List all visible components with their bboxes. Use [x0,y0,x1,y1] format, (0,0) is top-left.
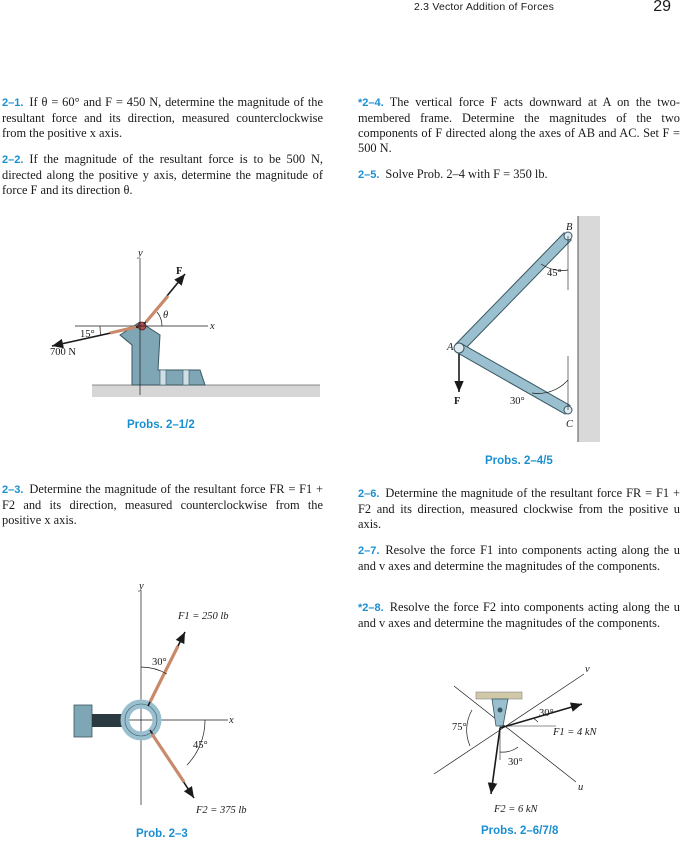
caption-probs-2-1-2: Probs. 2–1/2 [127,419,195,431]
angle1-label: 30° [539,708,554,719]
f2-label: F2 = 375 lb [196,805,247,816]
problem-number: *2–4. [358,97,384,109]
caption-probs-2-6-7-8: Probs. 2–6/7/8 [481,825,559,837]
page-number: 29 [653,0,671,15]
problem-number: 2–1. [2,97,24,109]
x-axis-label: x [210,321,215,332]
force-label: F [176,266,183,277]
problem-number: 2–2. [2,154,24,166]
f1-label: F1 = 250 lb [178,611,229,622]
problem-number: *2–8. [358,602,384,614]
v-label: v [585,664,590,675]
problem-text: Determine the magnitude of the resultant force FR = F1 + F2 and its direction, measured clockwise from the positive u axis. [358,486,680,531]
caption-prob-2-3: Prob. 2–3 [136,828,188,840]
y-axis-label: y [139,581,144,592]
problem-text: If θ = 60° and F = 450 N, determine the magnitude of the resultant force and its direction, measured counterclockwise from the positive x axis. [2,95,323,140]
angle2-label: 75° [452,722,467,733]
problem-number: 2–5. [358,169,380,181]
angle2-label: 30° [510,396,525,407]
angle1-label: 30° [152,657,167,668]
caption-probs-2-4-5: Probs. 2–4/5 [485,455,553,467]
problem-number: 2–3. [2,484,24,496]
theta-label: θ [163,310,169,321]
x-axis-label: x [229,715,234,726]
angle1-label: 45° [547,268,562,279]
angle2-label: 45° [193,740,208,751]
f2-label: F2 = 6 kN [494,804,538,815]
force-f2 [491,728,500,794]
f1-label: F1 = 4 kN [553,727,597,738]
angle-label: 15° [80,329,95,340]
problem-number: 2–7. [358,545,380,557]
force-label: F [454,396,461,407]
label-b: B [566,222,573,233]
problem-number: 2–6. [358,488,380,500]
angle1-arc [533,718,538,722]
problem-text: If the magnitude of the resultant force is to be 500 N, directed along the positive y axis, determine the magnitude of force F and its direction θ. [2,152,323,197]
y-axis-label: y [138,248,143,259]
angle2-arc [467,710,472,746]
label-a: A [447,342,454,353]
angle3-label: 30° [508,757,523,768]
problem-text: Resolve the force F2 into components acting along the u and v axes and determine the magnitudes of the components. [358,600,680,630]
problem-text: Resolve the force F1 into components acting along the u and v axes and determine the magnitudes of the components. [358,543,680,573]
label-c: C [566,419,574,430]
problem-text: The vertical force F acts downward at A on the two-membered frame. Determine the magnitudes of the two components of F directed along the axes of AB and AC. Set F = 500 N. [358,95,680,155]
problem-text: Determine the magnitude of the resultant force FR = F1 + F2 and its direction, measured counterclockwise from the positive x axis. [2,482,323,527]
u-label: u [578,782,584,793]
force2-label: 700 N [50,347,76,358]
problem-text: Solve Prob. 2–4 with F = 350 lb. [385,167,548,181]
angle3-arc [500,747,518,752]
section-title: 2.3 Vector Addition of Forces [414,1,555,13]
